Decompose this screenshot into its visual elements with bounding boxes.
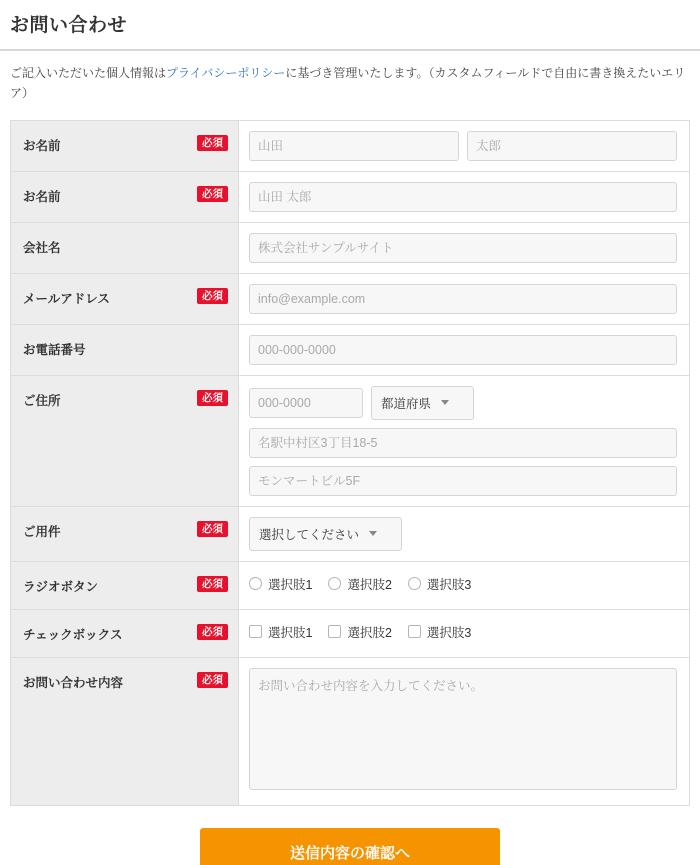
row-field-address: [239, 375, 690, 506]
email-field[interactable]: [249, 284, 677, 314]
row-header-address: [11, 375, 239, 506]
row-header-message: [11, 657, 239, 805]
row-field-name-full: [239, 171, 690, 222]
row-label: お名前: [23, 138, 61, 153]
required-badge: 必須: [197, 288, 228, 305]
address-building-input[interactable]: [249, 466, 677, 496]
checkbox-icon: [249, 625, 262, 638]
table-row: [11, 324, 690, 375]
row-field-subject: [239, 506, 690, 561]
row-field-company: [239, 222, 690, 273]
company-input[interactable]: [249, 233, 677, 263]
radio-option-1-label: 選択肢1: [268, 577, 313, 592]
radio-icon: [408, 577, 421, 590]
row-label: お電話番号: [23, 342, 86, 357]
row-field-email: [239, 273, 690, 324]
radio-icon: [249, 577, 262, 590]
row-field-checkbox: [239, 609, 690, 657]
row-field-tel: [239, 324, 690, 375]
row-label: ご住所: [23, 393, 61, 408]
row-header-radio: [11, 561, 239, 609]
row-header-checkbox: [11, 609, 239, 657]
address-city-input[interactable]: [249, 428, 677, 458]
chevron-down-icon: [441, 400, 449, 405]
table-row: [11, 657, 690, 805]
row-label: ご用件: [23, 524, 61, 539]
required-badge: 必須: [197, 390, 228, 407]
checkbox-icon: [408, 625, 421, 638]
required-badge: 必須: [197, 186, 228, 203]
row-header-company: [11, 222, 239, 273]
row-label: チェックボックス: [23, 627, 123, 642]
radio-option-1[interactable]: [249, 575, 312, 593]
row-field-name-split: [239, 120, 690, 171]
subject-select[interactable]: [249, 517, 402, 551]
checkbox-option-3-label: 選択肢3: [426, 625, 472, 640]
contact-form-table: [10, 120, 690, 806]
row-field-radio: [239, 561, 690, 609]
row-label: お問い合わせ内容: [23, 675, 124, 690]
checkbox-option-2-label: 選択肢2: [347, 625, 392, 640]
checkbox-icon: [328, 625, 341, 638]
submit-area: [0, 806, 700, 865]
required-badge: 必須: [197, 672, 228, 689]
required-badge: 必須: [197, 135, 228, 152]
row-header-name-full: [11, 171, 239, 222]
checkbox-option-1[interactable]: [249, 623, 312, 641]
row-header-email: [11, 273, 239, 324]
checkbox-option-2[interactable]: [328, 623, 391, 641]
row-label: ラジオボタン: [23, 579, 99, 594]
privacy-notice-suffix: に基づき管理いたします。（カスタムフィールドで自由に書き換えたいエリア）: [10, 66, 686, 101]
telephone-input[interactable]: [249, 335, 677, 365]
row-label: メールアドレス: [23, 291, 110, 306]
privacy-policy-link[interactable]: プライバシーポリシー: [166, 66, 286, 80]
table-row: [11, 171, 690, 222]
checkbox-option-3[interactable]: [408, 623, 471, 641]
first-name-input[interactable]: [467, 131, 677, 161]
row-field-message: [239, 657, 690, 805]
table-row: [11, 273, 690, 324]
table-row: [11, 609, 690, 657]
privacy-notice-prefix: ご記入いただいた個人情報は: [10, 66, 167, 80]
radio-icon: [328, 577, 341, 590]
required-badge: 必須: [197, 521, 228, 538]
radio-option-2[interactable]: [328, 575, 391, 593]
full-name-input[interactable]: [249, 182, 677, 212]
table-row: [11, 375, 690, 506]
table-row: [11, 120, 690, 171]
radio-option-3[interactable]: [408, 575, 471, 593]
radio-option-3-label: 選択肢3: [426, 577, 472, 592]
message-textarea[interactable]: [249, 668, 677, 790]
chevron-down-icon: [369, 531, 377, 536]
subject-select-value: 選択してください: [259, 527, 360, 542]
prefecture-select[interactable]: [371, 386, 474, 420]
row-header-subject: [11, 506, 239, 561]
row-label: お名前: [23, 189, 61, 204]
table-row: [11, 506, 690, 561]
checkbox-option-1-label: 選択肢1: [268, 625, 313, 640]
confirm-submit-button[interactable]: 送信内容の確認へ: [200, 828, 500, 865]
row-header-name-split: [11, 120, 239, 171]
last-name-input[interactable]: [249, 131, 459, 161]
radio-option-2-label: 選択肢2: [347, 577, 392, 592]
required-badge: 必須: [197, 576, 228, 593]
table-row: [11, 561, 690, 609]
zipcode-input[interactable]: [249, 388, 363, 418]
privacy-notice: [0, 51, 700, 116]
row-header-tel: [11, 324, 239, 375]
table-row: [11, 222, 690, 273]
row-label: 会社名: [23, 240, 61, 255]
page-title: お問い合わせ: [0, 0, 700, 51]
prefecture-select-value: 都道府県: [381, 396, 432, 411]
required-badge: 必須: [197, 624, 228, 641]
